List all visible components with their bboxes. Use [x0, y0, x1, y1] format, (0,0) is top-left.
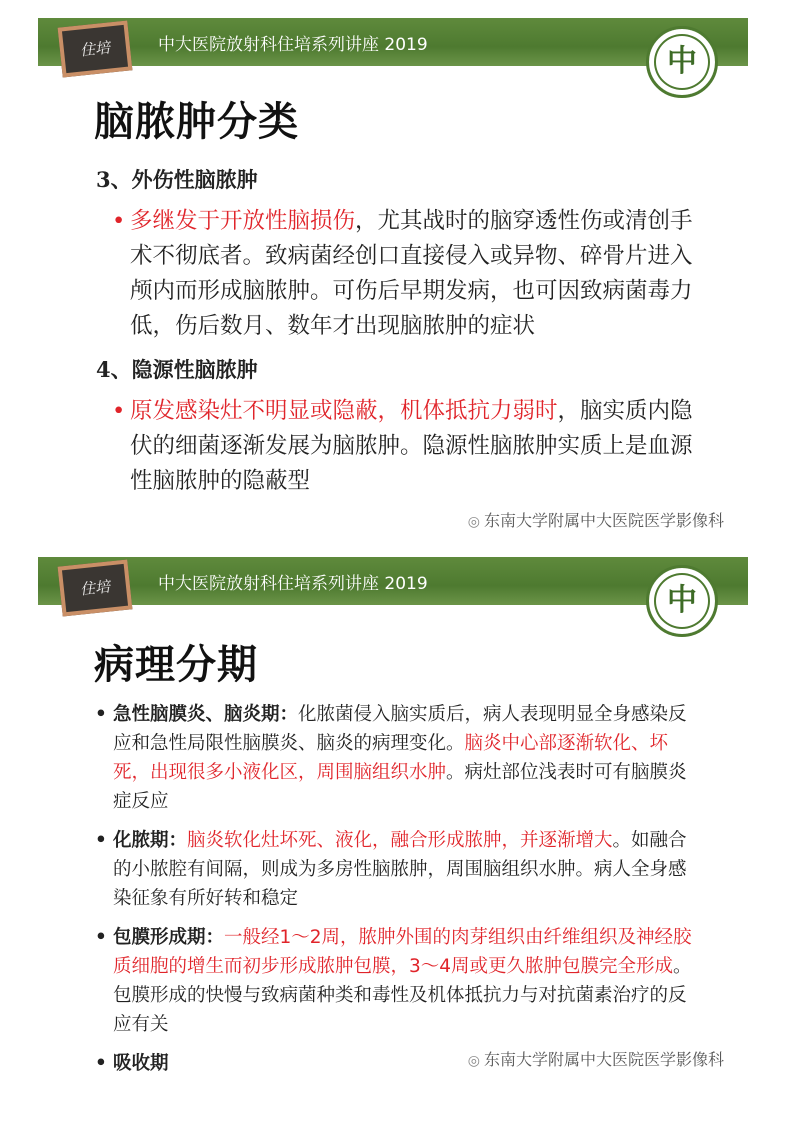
- body-text: 。病灶部位浅表时可有脑膜炎症反应: [113, 762, 687, 812]
- hospital-seal-icon: 中: [646, 565, 718, 637]
- bullet: •: [112, 398, 126, 424]
- chalkboard-logo: 住培: [58, 559, 133, 616]
- stage-label: 吸收期: [113, 1053, 169, 1074]
- slide-abscess-classification: [38, 18, 748, 538]
- watermark: [468, 1047, 724, 1070]
- section-body: [112, 394, 710, 499]
- watermark: [468, 508, 724, 531]
- header-band: [38, 557, 748, 605]
- bullet: •: [112, 208, 126, 234]
- wechat-icon: ◎: [467, 514, 480, 530]
- stage-list: [95, 700, 693, 1088]
- section-heading: 3、外伤性脑脓肿: [96, 167, 258, 192]
- list-item: • 急性脑膜炎、脑炎期：化脓菌侵入脑实质后，病人表现明显全身感染反应和急性局限性脑膜炎、脑炎的病理变化。脑炎中心部逐渐软化、坏死，出现很多小液化区，周围脑组织水肿。病灶部位浅表时可有脑膜炎症反应: [95, 704, 687, 812]
- body-text: ，尤其战时的脑穿透性伤或清创手术不彻底者。致病菌经创口直接侵入或异物、碎骨片进入颅内而形成脑脓肿。可伤后早期发病，也可因致病菌毒力低，伤后数月、数年才出现脑脓肿的症状: [130, 208, 693, 339]
- stage-label: 急性脑膜炎、脑炎期：: [113, 704, 299, 725]
- header-title: 中大医院放射科住培系列讲座 2019: [158, 35, 428, 55]
- chalkboard-logo: 住培: [58, 20, 133, 77]
- stage-label: 化脓期：: [113, 830, 188, 851]
- header-band: [38, 18, 748, 66]
- list-item: • 吸收期: [95, 1053, 169, 1074]
- watermark-text: 东南大学附属中大医院医学影像科: [483, 511, 724, 530]
- highlight-text: 多继发于开放性脑损伤: [130, 208, 356, 234]
- slide-title: 脑脓肿分类: [94, 99, 299, 145]
- section-body: [112, 204, 710, 344]
- body-text: ，脑实质内隐伏的细菌逐渐发展为脑脓肿。隐源性脑脓肿实质上是血源性脑脓肿的隐蔽型: [130, 398, 693, 494]
- list-item: • 包膜形成期：一般经1～2周，脓肿外围的肉芽组织由纤维组织及神经胶质细胞的增生而初步形成脓肿包膜，3～4周或更久脓肿包膜完全形成。包膜形成的快慢与致病菌种类和毒性及机体抵抗力与对抗菌素治疗的反应有关: [95, 927, 692, 1035]
- highlight-text: 一般经1～2周，脓肿外围的肉芽组织由纤维组织及神经胶质细胞的增生而初步形成脓肿包膜，3～4周或更久脓肿包膜完全形成: [113, 927, 692, 977]
- header-title: 中大医院放射科住培系列讲座 2019: [158, 574, 428, 594]
- wechat-icon: ◎: [467, 1053, 480, 1069]
- hospital-seal-icon: 中: [646, 26, 718, 98]
- section-heading: 4、隐源性脑脓肿: [96, 357, 258, 382]
- body-text: 。包膜形成的快慢与致病菌种类和毒性及机体抵抗力与对抗菌素治疗的反应有关: [113, 956, 692, 1035]
- highlight-text: 原发感染灶不明显或隐蔽，机体抵抗力弱时: [130, 398, 558, 424]
- body-text: 化脓菌侵入脑实质后，病人表现明显全身感染反应和急性局限性脑膜炎、脑炎的病理变化。: [113, 704, 687, 754]
- highlight-text: 脑炎中心部逐渐软化、坏死，出现很多小液化区，周围脑组织水肿: [113, 733, 669, 783]
- highlight-text: 脑炎软化灶坏死、液化，融合形成脓肿，并逐渐增大: [187, 830, 613, 851]
- slide-title: 病理分期: [94, 642, 258, 688]
- stage-label: 包膜形成期：: [113, 927, 225, 948]
- body-text: 。如融合的小脓腔有间隔，则成为多房性脑脓肿，周围脑组织水肿。病人全身感染征象有所好转和稳定: [113, 830, 687, 909]
- watermark-text: 东南大学附属中大医院医学影像科: [483, 1050, 724, 1069]
- list-item: • 化脓期：脑炎软化灶坏死、液化，融合形成脓肿，并逐渐增大。如融合的小脓腔有间隔，则成为多房性脑脓肿，周围脑组织水肿。病人全身感染征象有所好转和稳定: [95, 830, 687, 909]
- slide-pathology-stages: [38, 557, 748, 1087]
